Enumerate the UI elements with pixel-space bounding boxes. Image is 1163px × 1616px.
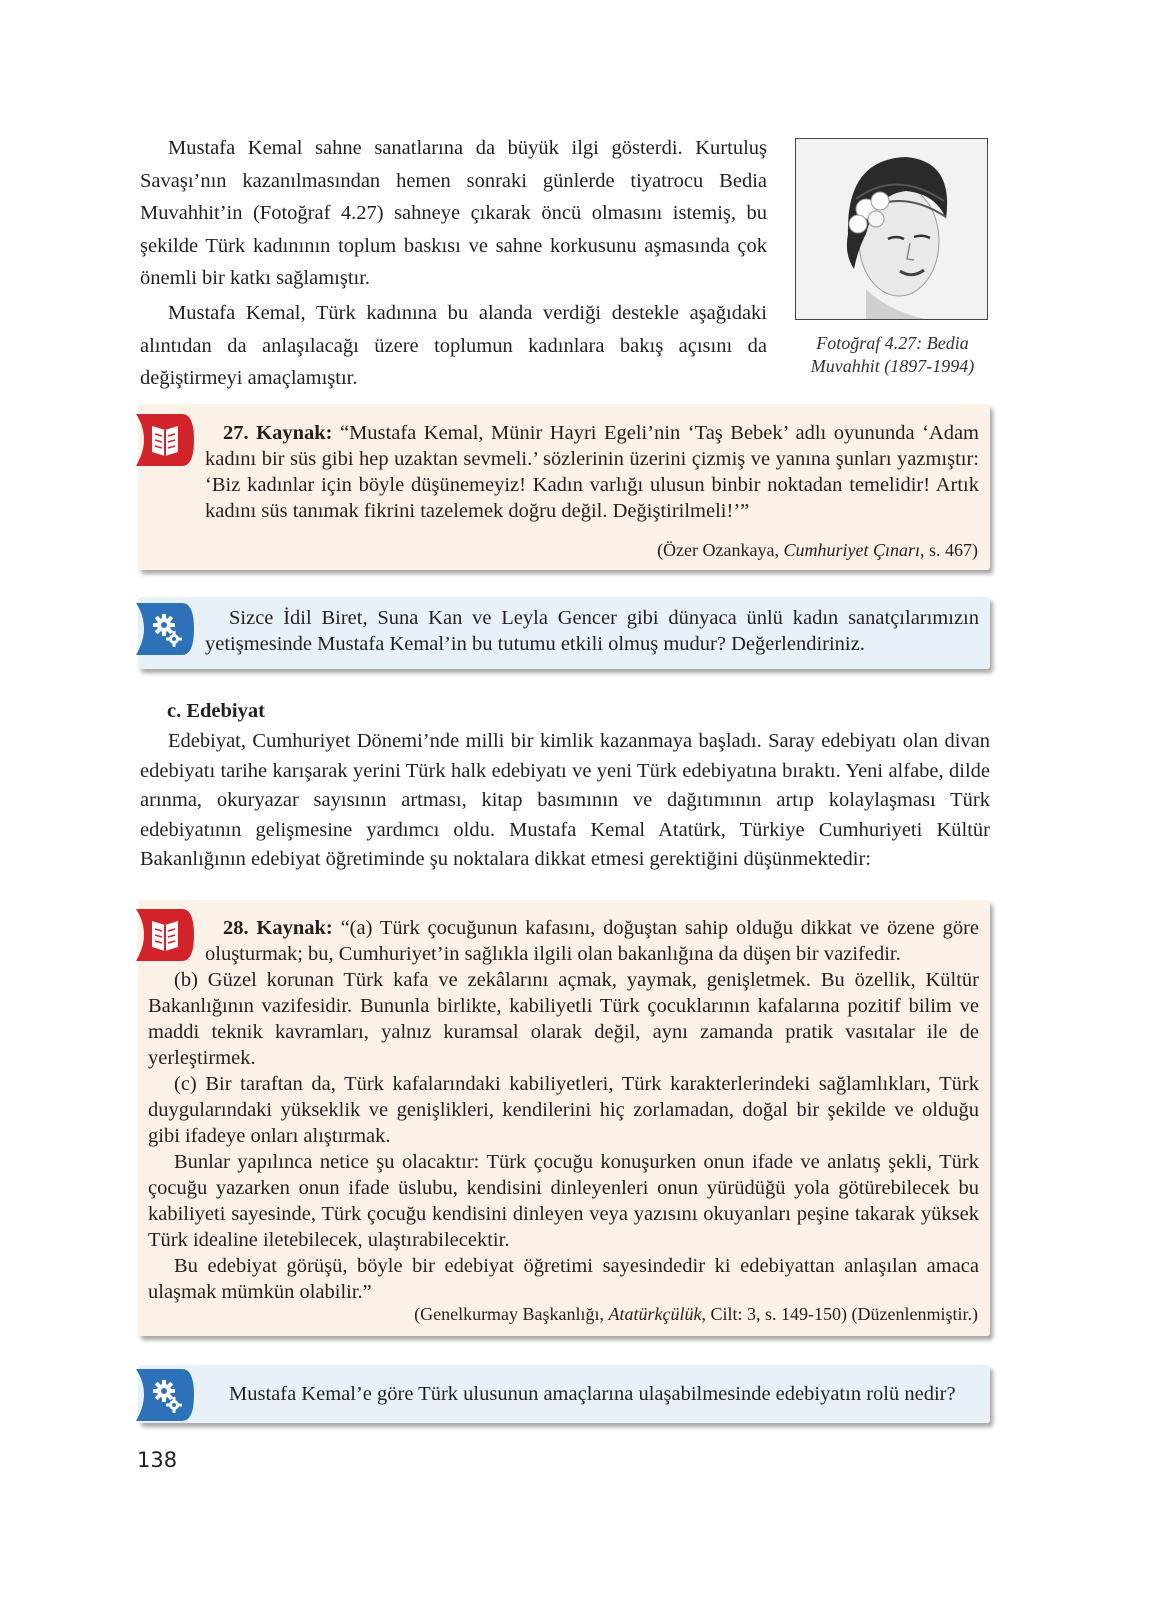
caption-line-1: Fotoğraf 4.27: Bedia	[816, 333, 969, 353]
source-28-page: Cilt: 3, s. 149-150) (Düzenlenmiştir.)	[706, 1304, 978, 1324]
source-28-item-d: Bunlar yapılınca netice şu olacaktır: Türk çocuğu konuşurken onun ifade ve anlatış şekli, Türk çocuğu yazarken onun ifade üslubu, kendisini dinleyenleri onun yürüdüğü yola götürebilecek bu kabiliyeti sayesinde, Türk çocuğu kendisini dinleyen veya yazısını okuyanları peşine takarak yüksek Türk idealine iletebilecek, ulaştırabilecektir.	[148, 1151, 979, 1251]
source-28-item-b: (b) Güzel korunan Türk kafa ve zekâlarını açmak, yaymak, genişletmek. Bu özellik, Kültür Bakanlığının vazifesidir. Bununla birlikte, kabiliyetli Türk çocuklarının kafalarına pozitif bilim ve maddi teknik kavramları, yalnız kuramsal olarak değil, aynı zamanda pratik vasıtalar ile de yerleştirmek.	[148, 969, 979, 1069]
page-number: 138	[137, 1448, 178, 1472]
intro-paragraph-2: Mustafa Kemal, Türk kadınına bu alanda verdiği destekle aşağıdaki alıntıdan da anlaşılacağı üzere toplumun kadınlara bakış açısını da değiştirmeyi amaçlamıştır.	[140, 302, 767, 389]
source-28-author: (Genelkurmay Başkanlığı,	[414, 1304, 609, 1324]
caption-line-2: Muvahhit (1897-1994)	[810, 356, 975, 376]
source-27-text	[205, 420, 979, 524]
source-27-label: 27. Kaynak:	[223, 422, 333, 444]
source-28-attribution	[300, 1304, 978, 1325]
section-heading: c. Edebiyat	[167, 700, 265, 722]
source-28-item-e: Bu edebiyat görüşü, böyle bir edebiyat öğretimi sayesindedir ki edebiyattan anlaşılan amaca ulaşmak mümkün olabilir.”	[148, 1255, 979, 1303]
source-28-a-text: “(a) Türk çocuğunun kafasını, doğuştan sahip olduğu dikkat ve özene göre oluşturmak; bu, Cumhuriyet’in sağlıkla ilgili olan bakanlığına da düşen bir vazifedir.	[205, 917, 979, 965]
source-28-book-title: Atatürkçülük,	[608, 1304, 707, 1324]
question-1-text: Sizce İdil Biret, Suna Kan ve Leyla Gencer gibi dünyaca ünlü kadın sanatçılarımızın yetişmesinde Mustafa Kemal’in bu tutumu etkili olmuş mudur? Değerlendiriniz.	[205, 607, 979, 655]
book-icon	[132, 412, 198, 473]
intro-paragraph-1: Mustafa Kemal sahne sanatlarına da büyük ilgi gösterdi. Kurtuluş Savaşı’nın kazanılmasından hemen sonraki günlerde tiyatrocu Bedia Muvahhit’in (Fotoğraf 4.27) sahneye çıkarak öncü olmasını istemiş, bu şekilde Türk kadınının toplum baskısı ve sahne korkusunu aşmasında çok önemli bir katkı sağlamıştır.	[140, 137, 767, 289]
source-27-book-title: Cumhuriyet Çınarı,	[783, 540, 925, 560]
portrait-photo	[795, 138, 988, 320]
source-27-attribution	[400, 540, 978, 561]
source-28-label: 28. Kaynak:	[223, 917, 333, 939]
source-28-item-c: (c) Bir taraftan da, Türk kafalarındaki kabiliyetleri, Türk karakterlerindeki sağlamlıkları, Türk duygularındaki yükseklik ve genişlikleri, kendilerini hiç zorlamadan, doğal bir şekilde ve olduğu gibi ifadeye onları alıştırmak.	[148, 1073, 979, 1147]
source-27-page: s. 467)	[924, 540, 978, 560]
gear-icon	[132, 1367, 198, 1428]
question-2-text: Mustafa Kemal’e göre Türk ulusunun amaçlarına ulaşabilmesinde edebiyatın rolü nedir?	[229, 1383, 956, 1405]
source-28-item-a	[205, 915, 979, 967]
source-28-content	[148, 915, 979, 1305]
source-27-quote: “Mustafa Kemal, Münir Hayri Egeli’nin ‘Taş Bebek’ adlı oyununda ‘Adam kadını bir süs gibi hep uzaktan sevmeli.’ sözlerinin üzerini çizmiş ve yanına şunları yazmıştır: ‘Biz kadınlar için böyle düşünemeyiz! Kadın varlığı ulusun binbir noktadan temelidir! Artık kadını süs tanımak fikrini tazelemek doğru değil. Değiştirilmeli!’”	[205, 422, 980, 522]
gear-icon	[132, 601, 198, 662]
section-body: Edebiyat, Cumhuriyet Dönemi’nde milli bir kimlik kazanmaya başladı. Saray edebiyatı olan divan edebiyatı tarihe karışarak yerini Türk halk edebiyatı ve yeni Türk edebiyatına bıraktı. Yeni alfabe, dilde arınma, okuryazar sayısının artması, kitap basımının ve dağıtımının artıp kolaylaşması Türk edebiyatının gelişmesine yardımcı oldu. Mustafa Kemal Atatürk, Türkiye Cumhuriyeti Kültür Bakanlığının edebiyat öğretiminde şu noktalara dikkat etmesi gerektiğini düşünmektedir:	[140, 730, 990, 870]
portrait-illustration	[796, 139, 988, 320]
photo-caption	[790, 332, 995, 378]
source-27-author: (Özer Ozankaya,	[657, 540, 784, 560]
